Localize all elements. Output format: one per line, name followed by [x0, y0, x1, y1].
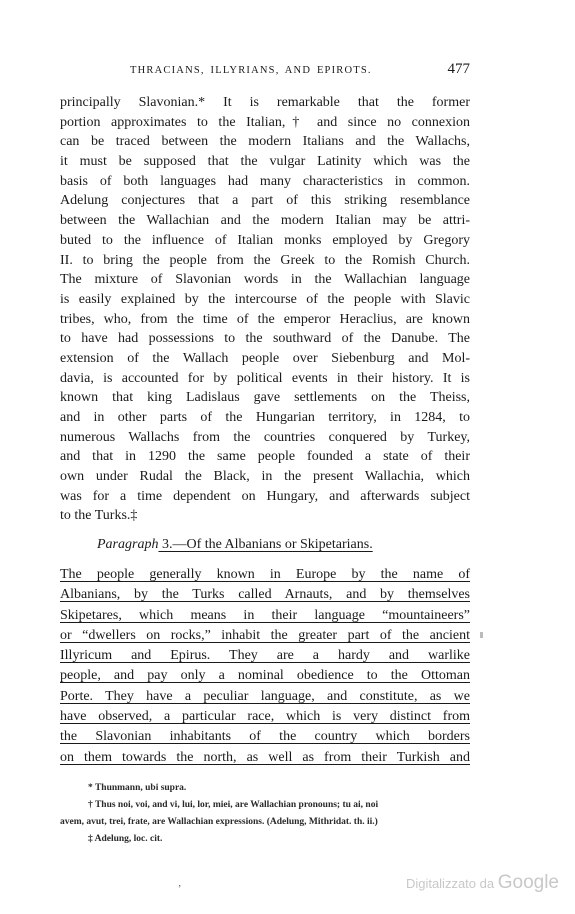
- underlined-text-line: the Slavonian inhabitants of the country which borders: [60, 729, 470, 745]
- footnote-continuation: avem, avut, trei, frate, are Wallachian expressions. (Adelung, Mithridat. th. ii.): [60, 817, 378, 827]
- underlined-text-line: Porte. They have a peculiar language, and constitute, as we: [60, 688, 470, 704]
- running-head-title: THRACIANS, ILLYRIANS, AND EPIROTS.: [130, 65, 372, 76]
- text-line: tribes, who, from the time of the emperor Heraclius, are known: [60, 311, 470, 327]
- underlined-text-line: or “dwellers on rocks,” inhabit the greater part of the ancient: [60, 627, 470, 643]
- footnotes: [60, 780, 480, 848]
- text-line: principally Slavonian.* It is remarkable that the former: [60, 95, 470, 110]
- footnote: † Thus noi, voi, and vi, lui, lor, miei, are Wallachian pronouns; tu ai, noi: [88, 800, 379, 810]
- underlined-text-line: people, and pay only a nominal obedience to the Ottoman: [60, 668, 470, 684]
- paragraph-wallachian-language: [60, 93, 470, 526]
- paragraph-albanians: [60, 565, 470, 768]
- text-line: and in other parts of the Hungarian territory, in 1284, to: [60, 410, 470, 425]
- text-line: davia, is accounted for by political events in their history. It is: [60, 370, 470, 386]
- text-line: known that king Ladislaus gave settlements on the Theiss,: [60, 390, 470, 406]
- text-line: The mixture of Slavonian words in the Wallachian language: [60, 272, 470, 288]
- text-line: and that in 1290 the same people founded a state of their: [60, 449, 470, 465]
- underlined-text-line: The people generally known in Europe by the name of: [60, 567, 470, 582]
- footnote: * Thunmann, ubi supra.: [88, 783, 187, 793]
- section-heading-label: Paragraph: [97, 537, 159, 552]
- footnote: ‡ Adelung, loc. cit.: [88, 834, 163, 844]
- text-line: extension of the Wallach people over Siebenburg and Mol-: [60, 350, 470, 366]
- text-line: can be traced between the modern Italians and the Wallachs,: [60, 134, 470, 150]
- text-line: portion approximates to the Italian,† and since no connexion: [60, 114, 470, 130]
- underlined-text-line: Skipetares, which means in their language “mountaineers”: [60, 607, 470, 623]
- google-logo-text: Google: [497, 872, 559, 893]
- underlined-text-line: Illyricum and Epirus. They are a hardy and warlike: [60, 648, 470, 664]
- underlined-text-line: on them towards the north, as well as from their Turkish and: [60, 749, 470, 765]
- text-line: to have had possessions to the southward of the Danube. The: [60, 331, 470, 347]
- margin-mark: [480, 632, 483, 638]
- running-head: [60, 63, 470, 81]
- text-line: it must be supposed that the vulgar Latinity which was the: [60, 154, 470, 170]
- digitization-watermark: [406, 872, 559, 894]
- text-line: buted to the influence of Italian monks employed by Gregory: [60, 232, 470, 248]
- text-line: Adelung conjectures that a part of this striking resemblance: [60, 193, 470, 209]
- watermark-prefix: Digitalizzato da: [405, 876, 498, 891]
- section-heading-text: 3.—Of the Albanians or Skipetarians.: [158, 537, 373, 552]
- text-line: between the Wallachian and the modern Italian may be attri-: [60, 213, 470, 229]
- underlined-text-line: have observed, a particular race, which is very distinct from: [60, 709, 470, 725]
- section-heading: [97, 537, 373, 553]
- text-line: to the Turks.‡: [60, 508, 138, 524]
- text-line: numerous Wallachs from the countries conquered by Turkey,: [60, 429, 470, 445]
- text-line: is easily explained by the intercourse of the people with Slavic: [60, 291, 470, 307]
- text-line: was for a time dependent on Hungary, and afterwards subject: [60, 488, 470, 504]
- text-line: II. to bring the people from the Greek to the Romish Church.: [60, 252, 470, 268]
- text-line: own under Rudal the Black, in the present Wallachia, which: [60, 469, 470, 485]
- page-number: 477: [447, 61, 470, 77]
- text-line: basis of both languages had many characteristics in common.: [60, 173, 470, 189]
- stray-mark: ‚: [178, 878, 182, 889]
- underlined-text-line: Albanians, by the Turks called Arnauts, and by themselves: [60, 587, 470, 603]
